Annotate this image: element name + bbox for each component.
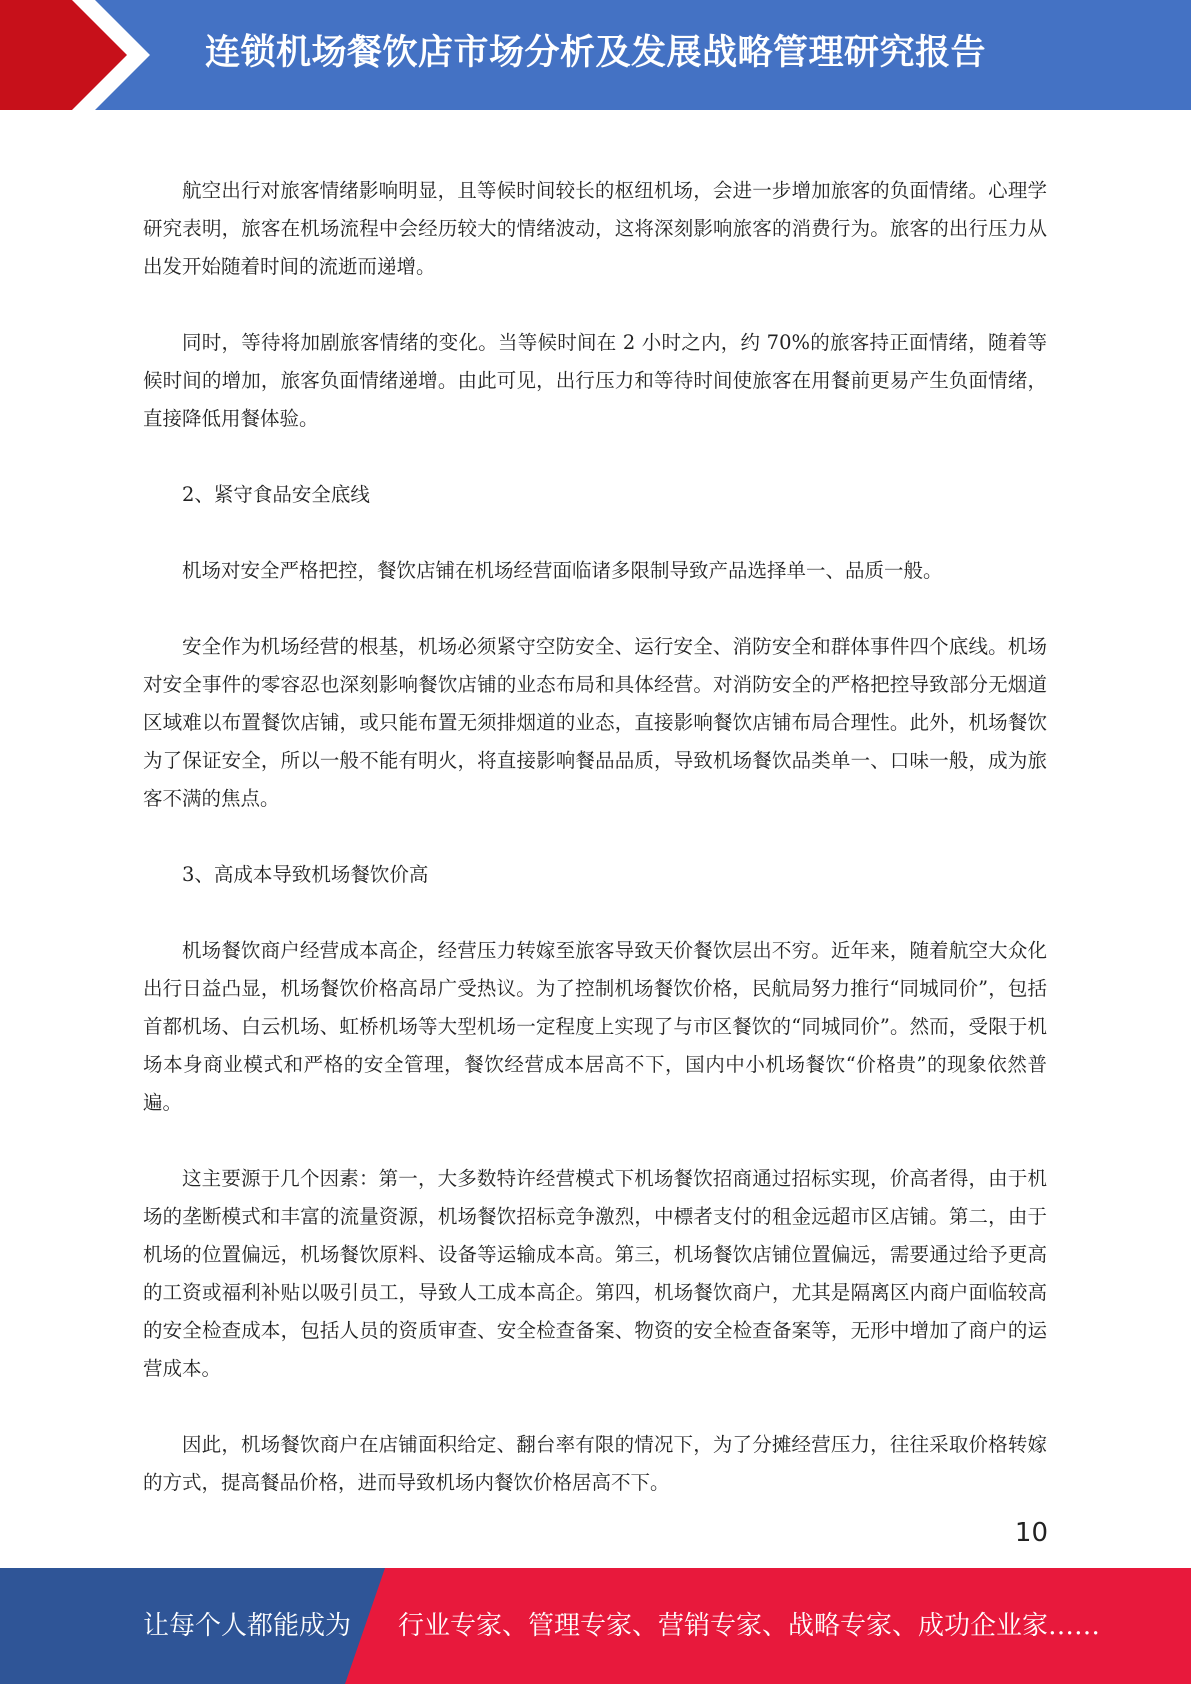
paragraph: 这主要源于几个因素：第一，大多数特许经营模式下机场餐饮招商通过招标实现，价高者得，由于机场的垄断模式和丰富的流量资源，机场餐饮招标竞争激烈，中標者支付的租金远超市区店铺。第二，由于机场的位置偏远，机场餐饮原料、设备等运输成本高。第三，机场餐饮店铺位置偏远，需要通过给予更高的工资或福利补贴以吸引员工，导致人工成本高企。第四，机场餐饮商户，尤其是隔离区内商户面临较高的安全检查成本，包括人员的资质审查、安全检查备案、物资的安全检查备案等，无形中增加了商户的运营成本。 bbox=[143, 1167, 1047, 1380]
section-heading: 2、紧守食品安全底线 bbox=[182, 483, 370, 506]
paragraph: 因此，机场餐饮商户在店铺面积给定、翻台率有限的情况下，为了分摊经营压力，往往采取价格转嫁的方式，提高餐品价格，进而导致机场内餐饮价格居高不下。 bbox=[143, 1433, 1047, 1494]
document-body bbox=[143, 172, 1047, 1540]
report-title: 连锁机场餐饮店市场分析及发展战略管理研究报告 bbox=[205, 33, 987, 73]
page-footer bbox=[0, 1568, 1191, 1684]
footer-slogan-right: 行业专家、管理专家、营销专家、战略专家、成功企业家…… bbox=[398, 1611, 1101, 1641]
section-heading: 3、高成本导致机场餐饮价高 bbox=[182, 863, 429, 886]
paragraph: 航空出行对旅客情绪影响明显，且等候时间较长的枢纽机场，会进一步增加旅客的负面情绪。心理学研究表明，旅客在机场流程中会经历较大的情绪波动，这将深刻影响旅客的消费行为。旅客的出行压力从出发开始随着时间的流逝而递增。 bbox=[143, 179, 1047, 278]
paragraph: 安全作为机场经营的根基，机场必须紧守空防安全、运行安全、消防安全和群体事件四个底线。机场对安全事件的零容忍也深刻影响餐饮店铺的业态布局和具体经营。对消防安全的严格把控导致部分无烟道区域难以布置餐饮店铺，或只能布置无须排烟道的业态，直接影响餐饮店铺布局合理性。此外，机场餐饮为了保证安全，所以一般不能有明火，将直接影响餐品品质，导致机场餐饮品类单一、口味一般，成为旅客不满的焦点。 bbox=[143, 635, 1047, 810]
footer-slogan-left: 让每个人都能成为 bbox=[143, 1611, 352, 1641]
page-number: 10 bbox=[1014, 1518, 1048, 1548]
paragraph: 机场餐饮商户经营成本高企，经营压力转嫁至旅客导致天价餐饮层出不穷。近年来，随着航空大众化出行日益凸显，机场餐饮价格高昂广受热议。为了控制机场餐饮价格，民航局努力推行“同城同价”，包括首都机场、白云机场、虹桥机场等大型机场一定程度上实现了与市区餐饮的“同城同价”。然而，受限于机场本身商业模式和严格的安全管理，餐饮经营成本居高不下，国内中小机场餐饮“价格贵”的现象依然普遍。 bbox=[143, 939, 1047, 1114]
paragraph: 机场对安全严格把控，餐饮店铺在机场经营面临诸多限制导致产品选择单一、品质一般。 bbox=[182, 559, 943, 582]
paragraph: 同时，等待将加剧旅客情绪的变化。当等候时间在 2 小时之内，约 70%的旅客持正面情绪，随着等候时间的增加，旅客负面情绪递增。由此可见，出行压力和等待时间使旅客在用餐前更易产生负面情绪，直接降低用餐体验。 bbox=[143, 331, 1047, 430]
page-header bbox=[0, 0, 1191, 110]
